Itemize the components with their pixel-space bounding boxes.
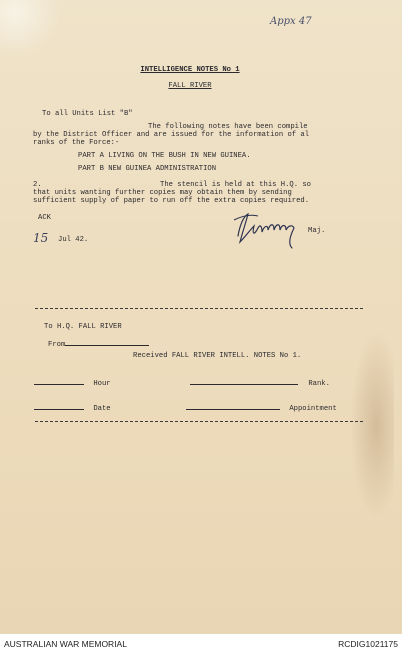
rank-row bbox=[190, 377, 330, 388]
para1-line2: by the District Officer and are issued for the information of al bbox=[33, 131, 310, 139]
initials: ACK bbox=[38, 214, 51, 222]
footer-source: AUSTRALIAN WAR MEMORIAL bbox=[4, 639, 127, 649]
para2-line2: that units wanting further copies may obtain them by sending bbox=[33, 189, 292, 197]
date-day: 15 bbox=[33, 231, 49, 245]
date-row bbox=[34, 402, 111, 413]
appointment-label: Appointment bbox=[289, 405, 337, 413]
rank-blank bbox=[190, 377, 298, 385]
receipt-to: To H.Q. FALL RIVER bbox=[44, 323, 122, 331]
from-label: From bbox=[48, 341, 66, 349]
hour-label: Hour bbox=[93, 380, 111, 388]
handwritten-signature bbox=[232, 206, 300, 250]
addressee: To all Units List "B" bbox=[42, 110, 133, 118]
receipt-received: Received FALL RIVER INTELL. NOTES No 1. bbox=[133, 352, 302, 360]
appointment-row bbox=[186, 402, 337, 413]
hour-blank bbox=[34, 377, 84, 385]
document-subtitle: FALL RIVER bbox=[168, 82, 212, 90]
date-blank bbox=[34, 402, 84, 410]
date-rest: Jul 42. bbox=[58, 236, 89, 244]
archive-footer bbox=[0, 634, 402, 653]
para2-number: 2. bbox=[33, 181, 42, 189]
receipt-from bbox=[48, 338, 149, 349]
paper-stain bbox=[350, 330, 394, 520]
cut-line-top bbox=[35, 308, 363, 309]
para1-line3: ranks of the Force:- bbox=[33, 139, 120, 147]
signatory-rank: Maj. bbox=[308, 227, 326, 235]
part-a: PART A LIVING ON THE BUSH IN NEW GUINEA. bbox=[78, 152, 251, 160]
footer-id: RCDIG1021175 bbox=[338, 639, 398, 649]
rank-label: Rank. bbox=[308, 380, 330, 388]
para2-line3: sufficient supply of paper to run off the extra copies required. bbox=[33, 197, 310, 205]
appointment-blank bbox=[186, 402, 280, 410]
hour-row bbox=[34, 377, 111, 388]
part-b: PART B NEW GUINEA ADMINISTRATION bbox=[78, 165, 217, 173]
para2-line1: The stencil is held at this H.Q. so bbox=[160, 181, 311, 189]
para1-line1: The following notes have been compile bbox=[148, 123, 308, 131]
cut-line-bottom bbox=[35, 421, 363, 422]
document-title: INTELLIGENCE NOTES No 1 bbox=[140, 66, 240, 74]
date-label: Date bbox=[93, 405, 111, 413]
from-blank bbox=[65, 338, 149, 346]
handwritten-annotation: Appx 47 bbox=[270, 16, 312, 27]
